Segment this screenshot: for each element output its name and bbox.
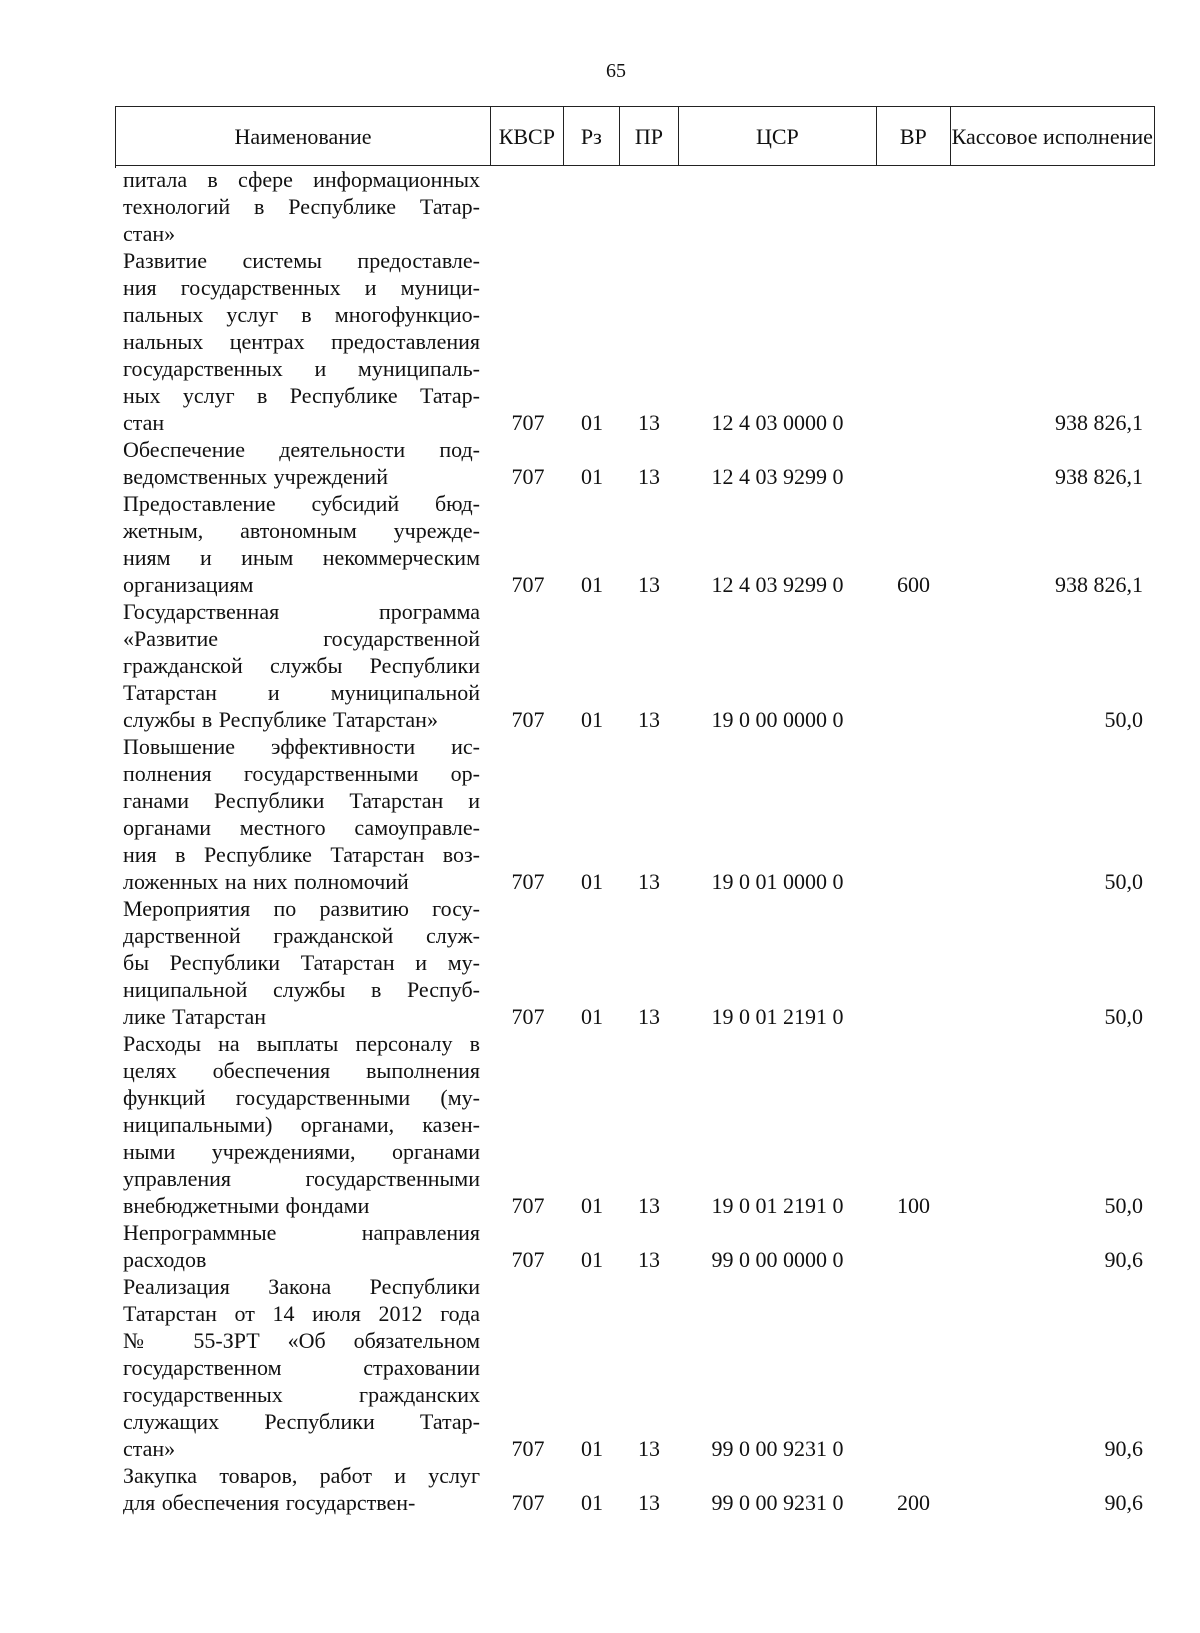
- row-name: [115, 733, 492, 895]
- row-kvsr: 707: [511, 572, 545, 597]
- row-name-line: ниям и иным некоммерческим: [123, 545, 480, 570]
- row-name-line: Реализация Закона Республики: [123, 1274, 480, 1299]
- row-name: [115, 1273, 492, 1462]
- row-name: [115, 490, 492, 598]
- budget-table: [115, 106, 1155, 1516]
- row-kvsr: 707: [511, 869, 545, 894]
- row-rz: 01: [581, 707, 603, 732]
- row-kvsr: 707: [511, 1193, 545, 1218]
- row-name-line: пальных услуг в многофункцио-: [123, 302, 480, 327]
- row-csr: 19 0 01 2191 0: [711, 1193, 844, 1218]
- table-row: [115, 1030, 1155, 1219]
- row-name: [115, 247, 492, 436]
- row-name-line: Татарстан от 14 июля 2012 года: [123, 1301, 480, 1326]
- row-name-line: ниципальной службы в Респуб-: [123, 977, 480, 1002]
- row-csr: 19 0 00 0000 0: [711, 707, 844, 732]
- row-name-line: ния государственных и муници-: [123, 275, 480, 300]
- row-name-line: ганами Республики Татарстан и: [123, 788, 480, 813]
- row-name: [115, 598, 492, 733]
- row-pr: 13: [638, 1193, 660, 1218]
- row-sum: 90,6: [1104, 1490, 1143, 1515]
- page-number: 65: [606, 60, 626, 82]
- row-vr: 100: [897, 1193, 930, 1218]
- row-pr: 13: [638, 1247, 660, 1272]
- row-name-line: организациям: [123, 572, 254, 597]
- row-csr: 19 0 01 2191 0: [711, 1004, 844, 1029]
- row-csr: 12 4 03 9299 0: [711, 464, 844, 489]
- row-sum: 938 826,1: [1055, 572, 1143, 597]
- row-kvsr: 707: [511, 464, 545, 489]
- row-rz: 01: [581, 1247, 603, 1272]
- row-name-line: бы Республики Татарстан и му-: [123, 950, 480, 975]
- row-name-line: ложенных на них полномочий: [123, 869, 409, 894]
- row-rz: 01: [581, 1490, 603, 1515]
- row-rz: 01: [581, 572, 603, 597]
- row-kvsr: 707: [511, 1247, 545, 1272]
- row-csr: 19 0 01 0000 0: [711, 869, 844, 894]
- row-name: [115, 1219, 492, 1273]
- row-pr: 13: [638, 410, 660, 435]
- row-name-line: лике Татарстан: [123, 1004, 267, 1029]
- table-header: [115, 106, 1155, 166]
- row-name-line: Государственная программа: [123, 599, 480, 624]
- row-sum: 50,0: [1104, 1193, 1143, 1218]
- row-rz: 01: [581, 869, 603, 894]
- row-name-line: «Развитие государственной: [123, 626, 480, 651]
- table-row: [115, 1219, 1155, 1273]
- row-kvsr: 707: [511, 1436, 545, 1461]
- header-csr: ЦСР: [678, 107, 876, 165]
- row-name-line: Развитие системы предоставле-: [123, 248, 480, 273]
- header-kvsr: КВСР: [490, 107, 562, 165]
- table-row: [115, 598, 1155, 733]
- header-sum: Кассовое исполнение: [950, 107, 1154, 165]
- row-pr: 13: [638, 1436, 660, 1461]
- row-name: [115, 1462, 492, 1516]
- row-name-line: Непрограммные направления: [123, 1220, 480, 1245]
- row-name-line: полнения государственными ор-: [123, 761, 480, 786]
- row-name-line: государственном страховании: [123, 1355, 480, 1380]
- row-name: [115, 166, 492, 247]
- row-pr: 13: [638, 1490, 660, 1515]
- row-sum: 50,0: [1104, 1004, 1143, 1029]
- row-name-line: государственных гражданских: [123, 1382, 480, 1407]
- row-name-line: Повышение эффективности ис-: [123, 734, 480, 759]
- row-name-line: служащих Республики Татар-: [123, 1409, 480, 1434]
- row-sum: 50,0: [1104, 707, 1143, 732]
- row-vr: 600: [897, 572, 930, 597]
- row-name-line: жетным, автономным учрежде-: [123, 518, 480, 543]
- header-name: Наименование: [234, 123, 372, 149]
- row-rz: 01: [581, 464, 603, 489]
- row-name-line: стан»: [123, 1436, 176, 1461]
- row-sum: 50,0: [1104, 869, 1143, 894]
- row-name-line: Расходы на выплаты персоналу в: [123, 1031, 480, 1056]
- table-row: [115, 1273, 1155, 1462]
- row-pr: 13: [638, 1004, 660, 1029]
- table-row: [115, 490, 1155, 598]
- row-sum: 938 826,1: [1055, 464, 1143, 489]
- row-name: [115, 895, 492, 1030]
- row-name-line: дарственной гражданской служ-: [123, 923, 480, 948]
- row-kvsr: 707: [511, 1490, 545, 1515]
- row-name-line: ниципальными) органами, казен-: [123, 1112, 480, 1137]
- row-sum: 938 826,1: [1055, 410, 1143, 435]
- row-csr: 12 4 03 0000 0: [711, 410, 844, 435]
- row-name-line: внебюджетными фондами: [123, 1193, 370, 1218]
- row-name-line: стан: [123, 410, 165, 435]
- row-name-line: нальных центрах предоставления: [123, 329, 480, 354]
- row-name-line: Татарстан и муниципальной: [123, 680, 480, 705]
- row-name-line: органами местного самоуправле-: [123, 815, 480, 840]
- row-name-line: стан»: [123, 221, 176, 246]
- row-name: [115, 1030, 492, 1219]
- table-row: [115, 166, 1155, 247]
- row-sum: 90,6: [1104, 1436, 1143, 1461]
- header-pr: ПР: [619, 107, 678, 165]
- row-name-line: Закупка товаров, работ и услуг: [123, 1463, 480, 1488]
- row-kvsr: 707: [511, 1004, 545, 1029]
- row-csr: 99 0 00 9231 0: [711, 1490, 844, 1515]
- table-body: [115, 166, 1155, 1516]
- row-name-line: для обеспечения государствен-: [123, 1490, 416, 1515]
- row-name-line: № 55-ЗРТ «Об обязательном: [123, 1328, 480, 1353]
- row-name-line: службы в Республике Татарстан»: [123, 707, 438, 732]
- row-name-line: Мероприятия по развитию госу-: [123, 896, 480, 921]
- row-name-line: ведомственных учреждений: [123, 464, 388, 489]
- row-pr: 13: [638, 464, 660, 489]
- row-name-line: гражданской службы Республики: [123, 653, 480, 678]
- row-name-line: Обеспечение деятельности под-: [123, 437, 480, 462]
- row-pr: 13: [638, 869, 660, 894]
- table-row: [115, 436, 1155, 490]
- row-name: [115, 436, 492, 490]
- row-rz: 01: [581, 1193, 603, 1218]
- table-row: [115, 895, 1155, 1030]
- row-name-line: ных услуг в Республике Татар-: [123, 383, 480, 408]
- row-name-line: ния в Республике Татарстан воз-: [123, 842, 480, 867]
- row-kvsr: 707: [511, 410, 545, 435]
- row-name-line: управления государственными: [123, 1166, 480, 1191]
- row-name-line: целях обеспечения выполнения: [123, 1058, 480, 1083]
- row-name-line: питала в сфере информационных: [123, 167, 480, 192]
- header-vr: ВР: [876, 107, 949, 165]
- table-row: [115, 733, 1155, 895]
- row-vr: 200: [897, 1490, 930, 1515]
- row-pr: 13: [638, 572, 660, 597]
- row-csr: 99 0 00 9231 0: [711, 1436, 844, 1461]
- row-pr: 13: [638, 707, 660, 732]
- row-name-line: технологий в Республике Татар-: [123, 194, 480, 219]
- row-sum: 90,6: [1104, 1247, 1143, 1272]
- row-name-line: ными учреждениями, органами: [123, 1139, 480, 1164]
- row-name-line: расходов: [123, 1247, 207, 1272]
- row-name-line: государственных и муниципаль-: [123, 356, 480, 381]
- table-row: [115, 247, 1155, 436]
- row-csr: 99 0 00 0000 0: [711, 1247, 844, 1272]
- row-name-line: Предоставление субсидий бюд-: [123, 491, 480, 516]
- table-left-border: [115, 166, 116, 168]
- table-row: [115, 1462, 1155, 1516]
- row-rz: 01: [581, 1436, 603, 1461]
- row-name-line: функций государственными (му-: [123, 1085, 480, 1110]
- row-rz: 01: [581, 410, 603, 435]
- header-rz: Рз: [563, 107, 620, 165]
- row-csr: 12 4 03 9299 0: [711, 572, 844, 597]
- row-kvsr: 707: [511, 707, 545, 732]
- row-rz: 01: [581, 1004, 603, 1029]
